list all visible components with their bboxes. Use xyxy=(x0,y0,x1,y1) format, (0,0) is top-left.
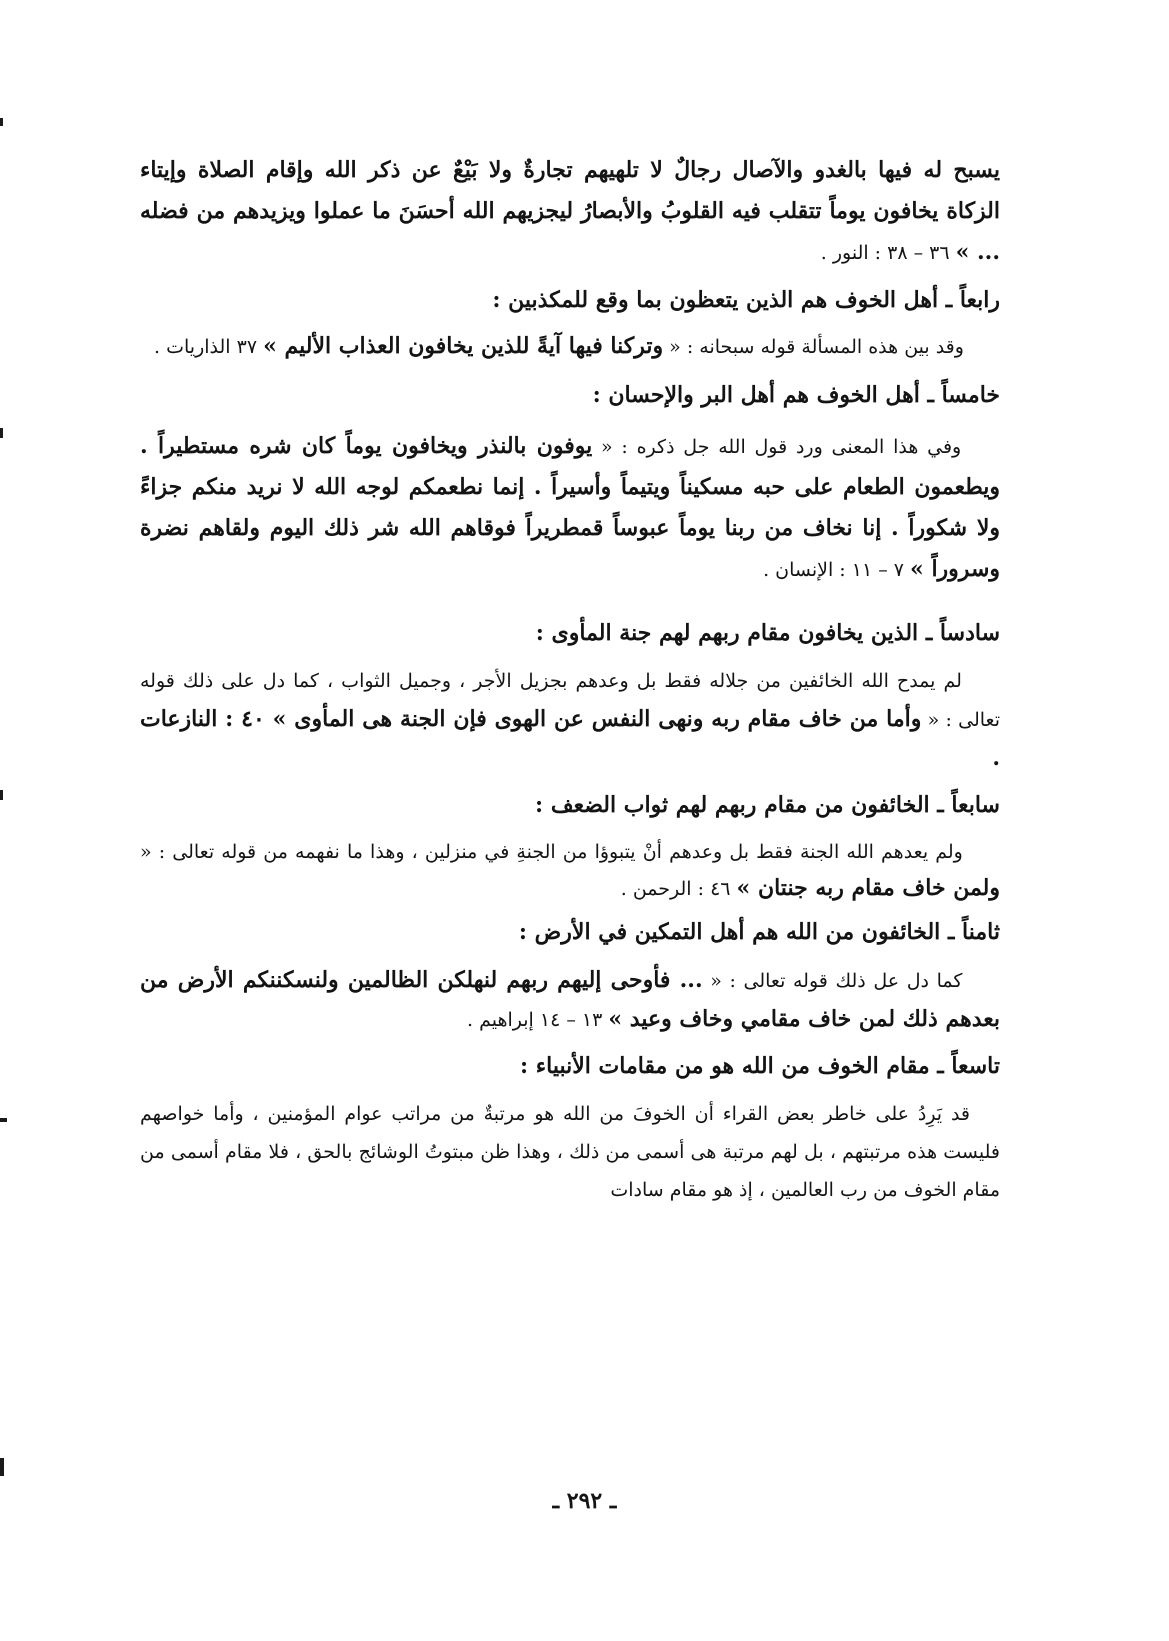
quote-reference: ٣٧ الذاريات . xyxy=(154,336,258,358)
paragraph-intro: لم يمدح الله الخائفين من جلاله فقط بل وعدهم بجزيل الأجر ، وجميل الثواب ، كما دل على ذلك قوله تعالى : « xyxy=(140,670,1000,731)
paragraph-intro: كما دل عل ذلك قوله تعالى : « xyxy=(710,970,963,992)
paragraph-intro: ولم يعدهم الله الجنة فقط بل وعدهم أنْ يتبوؤا من الجنةِ في منزلين ، وهذا ما نفهمه من قوله تعالى : « xyxy=(140,841,963,863)
quran-quote: ... فأوحى إليهم ربهم لنهلكن الظالمين ولنسكننكم الأرض من بعدهم ذلك لمن خاف مقامي وخاف وعيد » xyxy=(140,967,1000,1032)
quran-quote: يسبح له فيها بالغدو والآصال رجالٌ لا تلهيهم تجارةٌ ولا بَيْعٌ عن ذكر الله وإقام الصلاة وإيتاء الزكاة يخافون يوماً تتقلب فيه القلوبُ والأبصارُ ليجزيهم الله أحسَنَ ما عملوا ويزيدهم من فضله ... » xyxy=(140,157,1000,265)
paragraph-intro: وفي هذا المعنى ورد قول الله جل ذكره : « xyxy=(601,436,962,458)
paragraph-intro: وقد بين هذه المسألة قوله سبحانه : « xyxy=(669,336,964,358)
section-paragraph-fifth xyxy=(140,426,1000,590)
quran-quote: وتركنا فيها آيةً للذين يخافون العذاب الأليم » xyxy=(263,333,664,359)
scan-edge-mark xyxy=(0,1458,4,1476)
section-paragraph-fourth xyxy=(140,327,1000,366)
quran-quote: وأما من خاف مقام ربه ونهى النفس عن الهوى فإن الجنة هى المأوى » ٤٠ : النازعات . xyxy=(140,706,1000,771)
paragraph-text: قد يَرِدُ على خاطر بعض القراء أن الخوفَ من الله هو مرتبةٌ من مراتب عوام المؤمنين ، وأما خواصهم فليست هذه مرتبتهم ، بل لهم مرتبة هى أسمى من ذلك ، وهذا ظن مبتوتُ الوشائج بالحق ، فلا مقام أسمى من مقام الخوف من رب العالمين ، إذ هو مقام سادات xyxy=(140,1103,1000,1201)
quote-reference: ٣٦ – ٣٨ : النور . xyxy=(820,242,950,264)
scan-edge-mark xyxy=(0,118,3,126)
scan-edge-mark xyxy=(0,790,3,800)
quran-quote: ولمن خاف مقام ربه جنتان » xyxy=(736,875,1000,901)
continued-quote-paragraph xyxy=(140,150,1000,273)
quote-reference: ٤٦ : الرحمن . xyxy=(620,878,731,900)
quote-reference: ٧ – ١١ : الإنسان . xyxy=(763,559,904,581)
section-paragraph-eighth xyxy=(140,961,1000,1039)
section-heading-sixth: سادساً ـ الذين يخافون مقام ربهم لهم جنة المأوى : xyxy=(535,620,1000,646)
section-heading-eighth: ثامناً ـ الخائفون من الله هم أهل التمكين في الأرض : xyxy=(518,919,1000,945)
page-content xyxy=(140,150,1000,1209)
quran-quote: يوفون بالنذر ويخافون يوماً كان شره مستطيراً . ويطعمون الطعام على حبه مسكيناً ويتيماً وأسيراً . إنما نطعمكم لوجه الله لا نريد منكم جزاءً ولا شكوراً . إنا نخاف من ربنا يوماً عبوساً قمطريراً فوقاهم الله شر ذلك اليوم ولقاهم نضرة وسروراً » xyxy=(140,433,1000,582)
scan-edge-mark xyxy=(0,1118,7,1122)
page-number: ـ ٢٩٢ ـ xyxy=(552,1488,617,1514)
section-heading-fourth: رابعاً ـ أهل الخوف هم الذين يتعظون بما وقع للمكذبين : xyxy=(492,287,1000,313)
section-paragraph-seventh xyxy=(140,834,1000,907)
section-paragraph-sixth xyxy=(140,662,1000,778)
quote-reference: ١٣ – ١٤ إبراهيم . xyxy=(467,1009,603,1031)
section-heading-fifth: خامساً ـ أهل الخوف هم أهل البر والإحسان : xyxy=(592,382,1000,408)
scan-edge-mark xyxy=(0,428,3,438)
section-heading-ninth: تاسعاً ـ مقام الخوف من الله هو من مقامات الأنبياء : xyxy=(519,1053,1000,1079)
section-paragraph-ninth xyxy=(140,1095,1000,1209)
section-heading-seventh: سابعاً ـ الخائفون من مقام ربهم لهم ثواب الضعف : xyxy=(535,792,1000,818)
